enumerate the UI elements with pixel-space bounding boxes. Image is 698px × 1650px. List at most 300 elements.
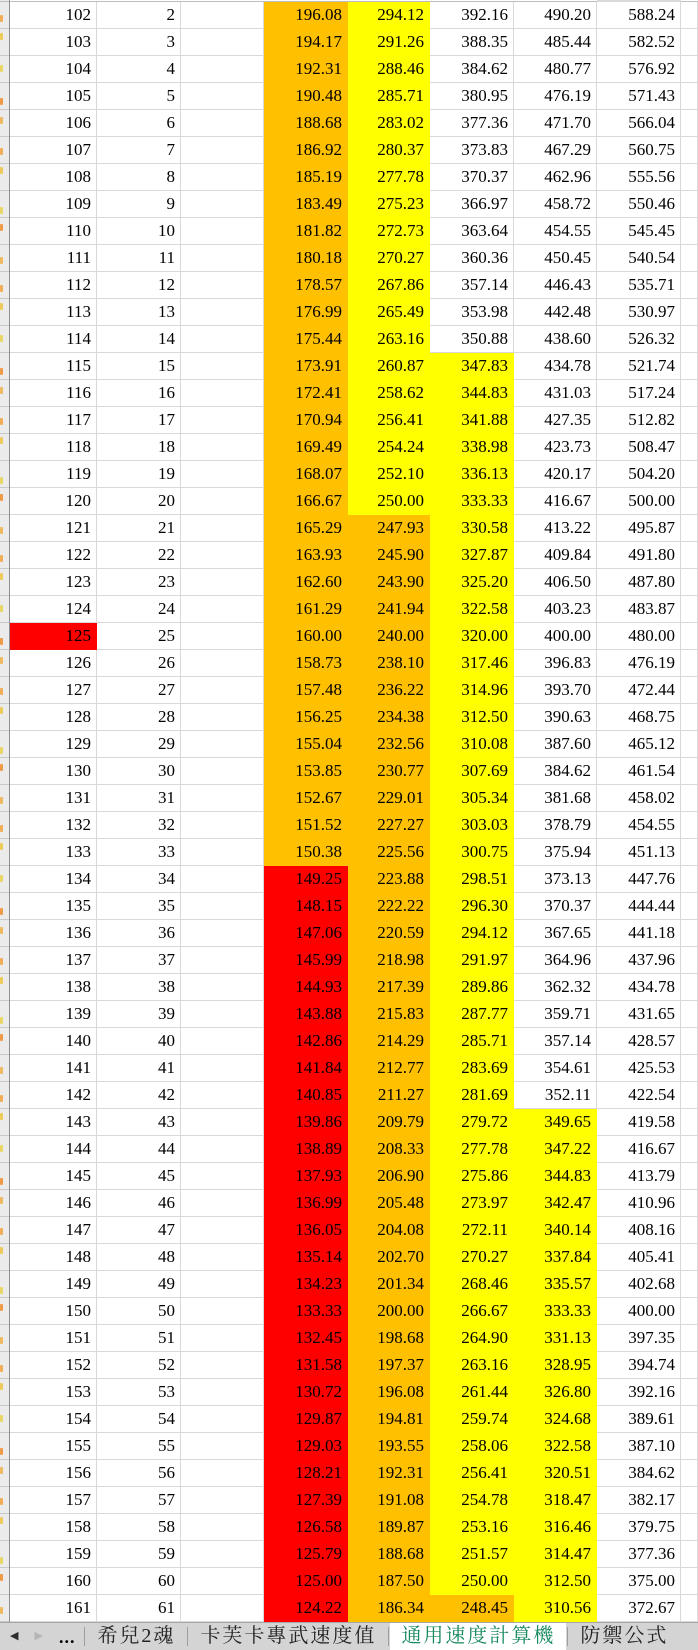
cell-empty[interactable] [181,974,264,1001]
cell-empty[interactable] [181,1541,264,1568]
cell-overflow[interactable] [681,704,698,731]
cell-delta[interactable]: 29 [97,731,181,758]
cell-speed-60000[interactable]: 405.41 [597,1244,681,1271]
cell-delta[interactable]: 60 [97,1568,181,1595]
cell-speed-30000[interactable]: 254.24 [348,434,430,461]
cell-speed-50000[interactable]: 310.56 [514,1595,597,1622]
cell-base-speed[interactable]: 136 [10,920,97,947]
cell-empty[interactable] [181,1433,264,1460]
cell-speed-50000[interactable]: 359.71 [514,1001,597,1028]
cell-speed-50000[interactable]: 403.23 [514,596,597,623]
cell-speed-40000[interactable]: 289.86 [430,974,514,1001]
cell-speed-30000[interactable]: 232.56 [348,731,430,758]
cell-overflow[interactable] [681,1433,698,1460]
cell-speed-60000[interactable]: 521.74 [597,353,681,380]
cell-speed-60000[interactable]: 441.18 [597,920,681,947]
cell-speed-40000[interactable]: 261.44 [430,1379,514,1406]
cell-base-speed[interactable]: 134 [10,866,97,893]
cell-speed-60000[interactable]: 560.75 [597,137,681,164]
cell-speed-20000[interactable]: 138.89 [264,1136,348,1163]
cell-speed-60000[interactable]: 437.96 [597,947,681,974]
cell-speed-20000[interactable]: 150.38 [264,839,348,866]
cell-base-speed[interactable]: 151 [10,1325,97,1352]
cell-speed-20000[interactable]: 161.29 [264,596,348,623]
cell-overflow[interactable] [681,1163,698,1190]
cell-overflow[interactable] [681,1568,698,1595]
cell-speed-60000[interactable]: 413.79 [597,1163,681,1190]
cell-speed-40000[interactable]: 275.86 [430,1163,514,1190]
cell-empty[interactable] [181,164,264,191]
cell-speed-40000[interactable]: 373.83 [430,137,514,164]
cell-speed-30000[interactable]: 217.39 [348,974,430,1001]
cell-delta[interactable]: 59 [97,1541,181,1568]
cell-speed-60000[interactable]: 476.19 [597,650,681,677]
cell-delta[interactable]: 34 [97,866,181,893]
cell-speed-40000[interactable]: 266.67 [430,1298,514,1325]
cell-delta[interactable]: 53 [97,1379,181,1406]
cell-speed-60000[interactable]: 508.47 [597,434,681,461]
cell-speed-50000[interactable]: 326.80 [514,1379,597,1406]
cell-empty[interactable] [181,1406,264,1433]
cell-base-speed[interactable]: 117 [10,407,97,434]
cell-speed-50000[interactable]: 333.33 [514,1298,597,1325]
cell-speed-40000[interactable]: 296.30 [430,893,514,920]
cell-speed-20000[interactable]: 186.92 [264,137,348,164]
cell-empty[interactable] [181,326,264,353]
cell-speed-30000[interactable]: 243.90 [348,569,430,596]
sheet-tab-3[interactable]: 通用速度計算機 [390,1623,566,1650]
cell-empty[interactable] [181,839,264,866]
cell-speed-50000[interactable]: 409.84 [514,542,597,569]
cell-speed-30000[interactable]: 187.50 [348,1568,430,1595]
cell-base-speed[interactable]: 147 [10,1217,97,1244]
cell-speed-30000[interactable]: 191.08 [348,1487,430,1514]
cell-overflow[interactable] [681,434,698,461]
cell-speed-40000[interactable]: 270.27 [430,1244,514,1271]
cell-speed-50000[interactable]: 427.35 [514,407,597,434]
cell-speed-60000[interactable]: 495.87 [597,515,681,542]
cell-overflow[interactable] [681,920,698,947]
cell-overflow[interactable] [681,542,698,569]
cell-delta[interactable]: 4 [97,56,181,83]
cell-speed-50000[interactable]: 316.46 [514,1514,597,1541]
cell-speed-40000[interactable]: 277.78 [430,1136,514,1163]
cell-overflow[interactable] [681,1109,698,1136]
cell-overflow[interactable] [681,299,698,326]
cell-base-speed[interactable]: 126 [10,650,97,677]
cell-speed-60000[interactable]: 472.44 [597,677,681,704]
cell-delta[interactable]: 61 [97,1595,181,1622]
cell-overflow[interactable] [681,137,698,164]
cell-speed-30000[interactable]: 270.27 [348,245,430,272]
cell-base-speed[interactable]: 123 [10,569,97,596]
cell-speed-20000[interactable]: 134.23 [264,1271,348,1298]
cell-speed-20000[interactable]: 147.06 [264,920,348,947]
cell-base-speed[interactable]: 141 [10,1055,97,1082]
cell-delta[interactable]: 54 [97,1406,181,1433]
cell-delta[interactable]: 11 [97,245,181,272]
cell-speed-60000[interactable]: 480.00 [597,623,681,650]
cell-speed-30000[interactable]: 205.48 [348,1190,430,1217]
cell-speed-50000[interactable]: 354.61 [514,1055,597,1082]
cell-base-speed[interactable]: 139 [10,1001,97,1028]
cell-speed-20000[interactable]: 194.17 [264,29,348,56]
cell-overflow[interactable] [681,164,698,191]
cell-speed-60000[interactable]: 576.92 [597,56,681,83]
cell-speed-20000[interactable]: 126.58 [264,1514,348,1541]
cell-overflow[interactable] [681,1460,698,1487]
cell-speed-40000[interactable]: 341.88 [430,407,514,434]
cell-empty[interactable] [181,812,264,839]
cell-speed-60000[interactable]: 526.32 [597,326,681,353]
cell-speed-20000[interactable]: 152.67 [264,785,348,812]
cell-empty[interactable] [181,299,264,326]
cell-speed-60000[interactable]: 394.74 [597,1352,681,1379]
cell-speed-40000[interactable]: 350.88 [430,326,514,353]
cell-overflow[interactable] [681,623,698,650]
cell-speed-40000[interactable]: 307.69 [430,758,514,785]
cell-speed-20000[interactable]: 149.25 [264,866,348,893]
cell-speed-30000[interactable]: 212.77 [348,1055,430,1082]
cell-overflow[interactable] [681,110,698,137]
cell-speed-50000[interactable]: 416.67 [514,488,597,515]
cell-base-speed[interactable]: 105 [10,83,97,110]
cell-speed-20000[interactable]: 190.48 [264,83,348,110]
cell-speed-50000[interactable]: 312.50 [514,1568,597,1595]
cell-speed-40000[interactable]: 258.06 [430,1433,514,1460]
cell-speed-40000[interactable]: 287.77 [430,1001,514,1028]
cell-speed-20000[interactable]: 173.91 [264,353,348,380]
cell-base-speed[interactable]: 132 [10,812,97,839]
cell-empty[interactable] [181,245,264,272]
cell-empty[interactable] [181,866,264,893]
cell-speed-20000[interactable]: 172.41 [264,380,348,407]
cell-base-speed[interactable]: 152 [10,1352,97,1379]
cell-speed-60000[interactable]: 491.80 [597,542,681,569]
cell-base-speed[interactable]: 142 [10,1082,97,1109]
cell-delta[interactable]: 5 [97,83,181,110]
cell-speed-30000[interactable]: 238.10 [348,650,430,677]
cell-delta[interactable]: 14 [97,326,181,353]
cell-speed-60000[interactable]: 487.80 [597,569,681,596]
cell-base-speed[interactable]: 130 [10,758,97,785]
cell-speed-50000[interactable]: 344.83 [514,1163,597,1190]
cell-speed-50000[interactable]: 400.00 [514,623,597,650]
cell-speed-50000[interactable]: 450.45 [514,245,597,272]
cell-speed-50000[interactable]: 324.68 [514,1406,597,1433]
cell-base-speed[interactable]: 149 [10,1271,97,1298]
cell-speed-30000[interactable]: 288.46 [348,56,430,83]
cell-speed-60000[interactable]: 384.62 [597,1460,681,1487]
cell-speed-20000[interactable]: 176.99 [264,299,348,326]
cell-speed-60000[interactable]: 375.00 [597,1568,681,1595]
cell-overflow[interactable] [681,947,698,974]
cell-speed-20000[interactable]: 175.44 [264,326,348,353]
cell-delta[interactable]: 19 [97,461,181,488]
cell-speed-60000[interactable]: 483.87 [597,596,681,623]
cell-speed-20000[interactable]: 192.31 [264,56,348,83]
cell-speed-50000[interactable]: 347.22 [514,1136,597,1163]
cell-speed-60000[interactable]: 540.54 [597,245,681,272]
cell-speed-20000[interactable]: 166.67 [264,488,348,515]
cell-empty[interactable] [181,1055,264,1082]
cell-speed-60000[interactable]: 419.58 [597,1109,681,1136]
cell-speed-60000[interactable]: 397.35 [597,1325,681,1352]
cell-base-speed[interactable]: 156 [10,1460,97,1487]
cell-speed-60000[interactable]: 447.76 [597,866,681,893]
cell-overflow[interactable] [681,56,698,83]
cell-speed-20000[interactable]: 145.99 [264,947,348,974]
cell-speed-40000[interactable]: 363.64 [430,218,514,245]
cell-speed-60000[interactable]: 402.68 [597,1271,681,1298]
cell-empty[interactable] [181,731,264,758]
cell-speed-30000[interactable]: 230.77 [348,758,430,785]
cell-empty[interactable] [181,677,264,704]
cell-speed-30000[interactable]: 258.62 [348,380,430,407]
cell-speed-60000[interactable]: 428.57 [597,1028,681,1055]
sheet-tab-1[interactable]: 希兒2魂 [97,1625,176,1647]
cell-speed-50000[interactable]: 434.78 [514,353,597,380]
cell-speed-50000[interactable]: 373.13 [514,866,597,893]
cell-speed-50000[interactable]: 446.43 [514,272,597,299]
cell-base-speed[interactable]: 143 [10,1109,97,1136]
cell-speed-20000[interactable]: 141.84 [264,1055,348,1082]
cell-empty[interactable] [181,1082,264,1109]
cell-speed-60000[interactable]: 535.71 [597,272,681,299]
cell-delta[interactable]: 28 [97,704,181,731]
cell-delta[interactable]: 58 [97,1514,181,1541]
cell-speed-20000[interactable]: 160.00 [264,623,348,650]
cell-speed-20000[interactable]: 133.33 [264,1298,348,1325]
cell-speed-30000[interactable]: 206.90 [348,1163,430,1190]
cell-base-speed[interactable]: 116 [10,380,97,407]
cell-speed-50000[interactable]: 387.60 [514,731,597,758]
cell-delta[interactable]: 10 [97,218,181,245]
cell-speed-30000[interactable]: 275.23 [348,191,430,218]
cell-speed-40000[interactable]: 279.72 [430,1109,514,1136]
cell-delta[interactable]: 44 [97,1136,181,1163]
cell-speed-50000[interactable]: 423.73 [514,434,597,461]
cell-empty[interactable] [181,569,264,596]
cell-base-speed[interactable]: 138 [10,974,97,1001]
cell-speed-20000[interactable]: 140.85 [264,1082,348,1109]
cell-speed-20000[interactable]: 136.05 [264,1217,348,1244]
cell-base-speed[interactable]: 112 [10,272,97,299]
cell-speed-30000[interactable]: 247.93 [348,515,430,542]
cell-speed-30000[interactable]: 215.83 [348,1001,430,1028]
cell-empty[interactable] [181,1163,264,1190]
cell-overflow[interactable] [681,407,698,434]
cell-speed-50000[interactable]: 357.14 [514,1028,597,1055]
cell-empty[interactable] [181,353,264,380]
cell-empty[interactable] [181,650,264,677]
cell-base-speed[interactable]: 122 [10,542,97,569]
cell-speed-50000[interactable]: 384.62 [514,758,597,785]
cell-overflow[interactable] [681,2,698,29]
cell-speed-60000[interactable]: 382.17 [597,1487,681,1514]
cell-speed-30000[interactable]: 229.01 [348,785,430,812]
cell-base-speed[interactable]: 113 [10,299,97,326]
cell-speed-40000[interactable]: 281.69 [430,1082,514,1109]
cell-speed-50000[interactable]: 352.11 [514,1082,597,1109]
cell-empty[interactable] [181,191,264,218]
cell-empty[interactable] [181,1460,264,1487]
cell-speed-30000[interactable]: 223.88 [348,866,430,893]
cell-speed-40000[interactable]: 327.87 [430,542,514,569]
cell-speed-20000[interactable]: 158.73 [264,650,348,677]
cell-overflow[interactable] [681,1487,698,1514]
cell-delta[interactable]: 32 [97,812,181,839]
cell-speed-40000[interactable]: 298.51 [430,866,514,893]
cell-speed-40000[interactable]: 253.16 [430,1514,514,1541]
cell-delta[interactable]: 21 [97,515,181,542]
cell-overflow[interactable] [681,812,698,839]
sheet-tab-2[interactable]: 卡芙卡專武速度值 [200,1625,377,1647]
cell-overflow[interactable] [681,326,698,353]
cell-delta[interactable]: 33 [97,839,181,866]
cell-speed-20000[interactable]: 163.93 [264,542,348,569]
cell-speed-50000[interactable]: 406.50 [514,569,597,596]
cell-overflow[interactable] [681,1244,698,1271]
cell-speed-50000[interactable]: 337.84 [514,1244,597,1271]
cell-speed-20000[interactable]: 131.58 [264,1352,348,1379]
cell-delta[interactable]: 36 [97,920,181,947]
cell-speed-40000[interactable]: 322.58 [430,596,514,623]
cell-empty[interactable] [181,596,264,623]
cell-speed-60000[interactable]: 451.13 [597,839,681,866]
cell-overflow[interactable] [681,785,698,812]
cell-speed-50000[interactable]: 320.51 [514,1460,597,1487]
cell-speed-30000[interactable]: 263.16 [348,326,430,353]
cell-speed-40000[interactable]: 336.13 [430,461,514,488]
cell-delta[interactable]: 42 [97,1082,181,1109]
cell-speed-60000[interactable]: 422.54 [597,1082,681,1109]
cell-speed-20000[interactable]: 178.57 [264,272,348,299]
cell-speed-50000[interactable]: 442.48 [514,299,597,326]
cell-speed-40000[interactable]: 310.08 [430,731,514,758]
cell-base-speed[interactable]: 115 [10,353,97,380]
cell-speed-40000[interactable]: 300.75 [430,839,514,866]
cell-base-speed[interactable]: 157 [10,1487,97,1514]
cell-speed-30000[interactable]: 214.29 [348,1028,430,1055]
cell-speed-60000[interactable]: 377.36 [597,1541,681,1568]
cell-overflow[interactable] [681,1001,698,1028]
cell-speed-50000[interactable]: 485.44 [514,29,597,56]
cell-speed-30000[interactable]: 245.90 [348,542,430,569]
cell-speed-20000[interactable]: 137.93 [264,1163,348,1190]
cell-delta[interactable]: 46 [97,1190,181,1217]
cell-speed-40000[interactable]: 273.97 [430,1190,514,1217]
cell-speed-50000[interactable]: 367.65 [514,920,597,947]
cell-speed-60000[interactable]: 410.96 [597,1190,681,1217]
cell-speed-30000[interactable]: 236.22 [348,677,430,704]
cell-overflow[interactable] [681,1082,698,1109]
cell-base-speed[interactable]: 154 [10,1406,97,1433]
cell-delta[interactable]: 39 [97,1001,181,1028]
cell-empty[interactable] [181,1271,264,1298]
cell-speed-40000[interactable]: 377.36 [430,110,514,137]
cell-overflow[interactable] [681,461,698,488]
cell-speed-50000[interactable]: 454.55 [514,218,597,245]
cell-delta[interactable]: 43 [97,1109,181,1136]
cell-empty[interactable] [181,1217,264,1244]
cell-delta[interactable]: 13 [97,299,181,326]
cell-speed-40000[interactable]: 317.46 [430,650,514,677]
cell-speed-40000[interactable]: 330.58 [430,515,514,542]
cell-speed-30000[interactable]: 265.49 [348,299,430,326]
cell-delta[interactable]: 8 [97,164,181,191]
cell-empty[interactable] [181,2,264,29]
cell-overflow[interactable] [681,353,698,380]
cell-delta[interactable]: 24 [97,596,181,623]
cell-speed-40000[interactable]: 320.00 [430,623,514,650]
cell-base-speed[interactable]: 110 [10,218,97,245]
cell-speed-40000[interactable]: 294.12 [430,920,514,947]
cell-speed-30000[interactable]: 220.59 [348,920,430,947]
cell-speed-60000[interactable]: 431.65 [597,1001,681,1028]
cell-base-speed[interactable]: 133 [10,839,97,866]
cell-speed-50000[interactable]: 328.95 [514,1352,597,1379]
cell-speed-20000[interactable]: 181.82 [264,218,348,245]
cell-base-speed[interactable]: 161 [10,1595,97,1622]
cell-speed-30000[interactable]: 198.68 [348,1325,430,1352]
cell-speed-50000[interactable]: 462.96 [514,164,597,191]
cell-overflow[interactable] [681,893,698,920]
cell-speed-30000[interactable]: 202.70 [348,1244,430,1271]
cell-speed-30000[interactable]: 277.78 [348,164,430,191]
cell-speed-30000[interactable]: 280.37 [348,137,430,164]
cell-speed-50000[interactable]: 349.65 [514,1109,597,1136]
cell-speed-50000[interactable]: 378.79 [514,812,597,839]
cell-empty[interactable] [181,785,264,812]
cell-speed-50000[interactable]: 362.32 [514,974,597,1001]
cell-base-speed[interactable]: 144 [10,1136,97,1163]
cell-delta[interactable]: 41 [97,1055,181,1082]
cell-base-speed[interactable]: 114 [10,326,97,353]
cell-empty[interactable] [181,623,264,650]
cell-speed-40000[interactable]: 251.57 [430,1541,514,1568]
cell-speed-60000[interactable]: 582.52 [597,29,681,56]
cell-base-speed[interactable]: 125 [10,623,97,650]
cell-speed-30000[interactable]: 200.00 [348,1298,430,1325]
cell-speed-30000[interactable]: 186.34 [348,1595,430,1622]
cell-speed-60000[interactable]: 500.00 [597,488,681,515]
cell-overflow[interactable] [681,596,698,623]
cell-empty[interactable] [181,83,264,110]
cell-speed-30000[interactable]: 260.87 [348,353,430,380]
cell-delta[interactable]: 56 [97,1460,181,1487]
cell-overflow[interactable] [681,1271,698,1298]
cell-speed-30000[interactable]: 267.86 [348,272,430,299]
cell-empty[interactable] [181,272,264,299]
cell-speed-60000[interactable]: 504.20 [597,461,681,488]
cell-base-speed[interactable]: 129 [10,731,97,758]
cell-speed-50000[interactable]: 438.60 [514,326,597,353]
cell-speed-50000[interactable]: 364.96 [514,947,597,974]
cell-speed-60000[interactable]: 387.10 [597,1433,681,1460]
cell-base-speed[interactable]: 160 [10,1568,97,1595]
cell-speed-30000[interactable]: 196.08 [348,1379,430,1406]
cell-overflow[interactable] [681,1541,698,1568]
cell-speed-40000[interactable]: 325.20 [430,569,514,596]
cell-empty[interactable] [181,1190,264,1217]
cell-overflow[interactable] [681,83,698,110]
cell-speed-60000[interactable]: 400.00 [597,1298,681,1325]
cell-empty[interactable] [181,488,264,515]
cell-delta[interactable]: 38 [97,974,181,1001]
cell-speed-30000[interactable]: 227.27 [348,812,430,839]
cell-speed-40000[interactable]: 370.37 [430,164,514,191]
